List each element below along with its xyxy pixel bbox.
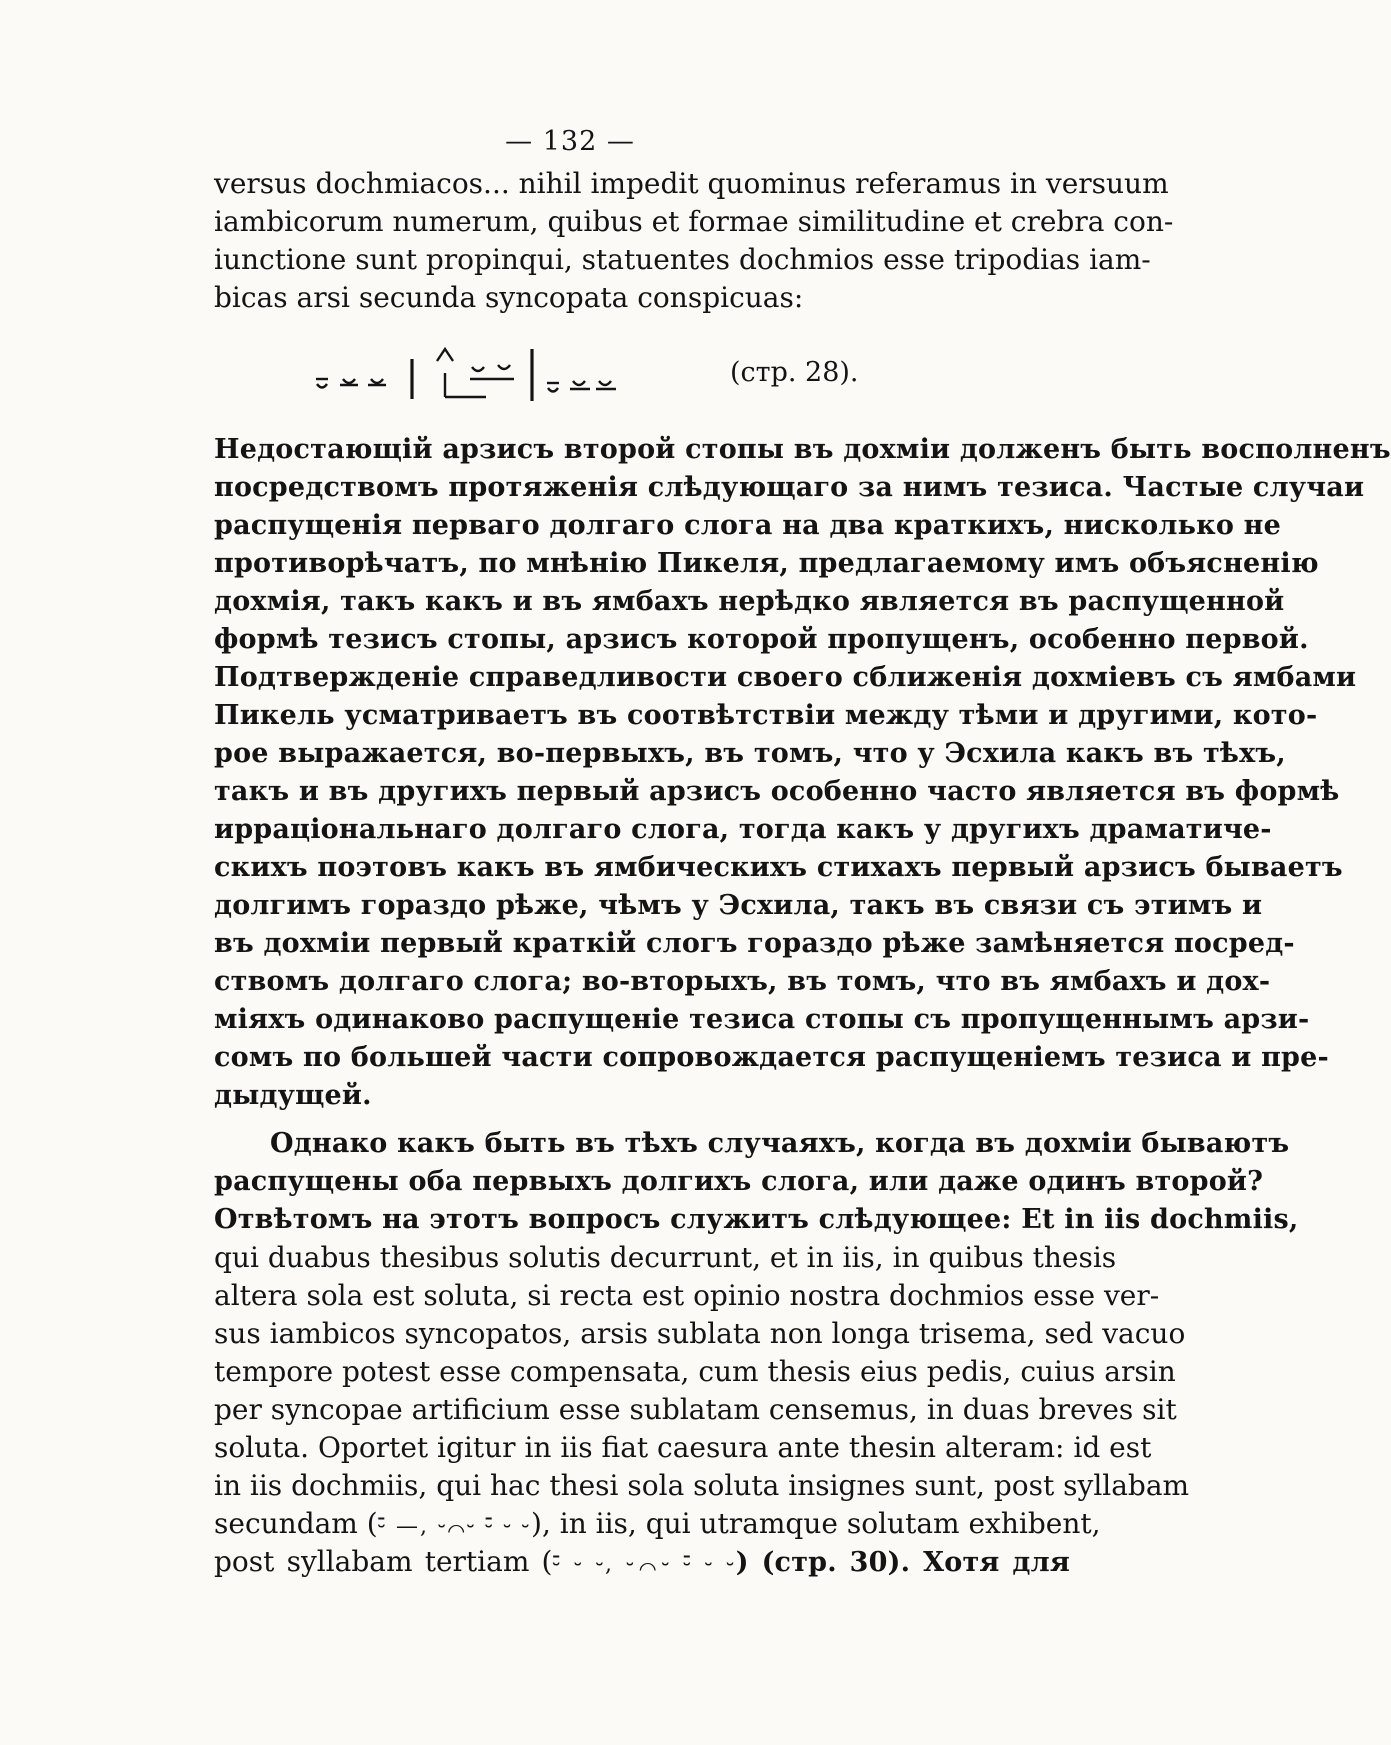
text-body (214, 165, 1391, 1581)
paragraph-line-tertiam (214, 1543, 1070, 1581)
paragraph-line: противорѣчатъ, по мнѣнію Пикеля, предлагаемому имъ объясненію (214, 548, 1319, 579)
paragraph-line: sus iambicos syncopatos, arsis sublata non longa trisema, sed vacuo (214, 1317, 1186, 1350)
latin-intro-line: versus dochmiacos... nihil impedit quominus referamus in versuum (214, 167, 1169, 200)
paragraph-line: формѣ тезисъ стопы, арзисъ которой пропущенъ, особенно первой. (214, 624, 1309, 655)
paragraph-line: долгимъ гораздо рѣже, чѣмъ у Эсхила, такъ въ связи съ этимъ и (214, 890, 1263, 921)
paragraph-line: ствомъ долгаго слога; во-вторыхъ, въ томъ, что въ ямбахъ и дох- (214, 966, 1271, 997)
secundam-start: secundam ( (214, 1507, 378, 1540)
paragraph-line: скихъ поэтовъ какъ въ ямбическихъ стихахъ первый арзисъ бываетъ (214, 852, 1343, 883)
paragraph-line: рое выражается, во-первыхъ, въ томъ, что у Эсхила какъ въ тѣхъ, (214, 738, 1286, 769)
tertiam-metre: ⏑̄ ⏑ ⏑, ⏑⌒⏑ ⏑̄ ⏑ ⏑ (552, 1552, 736, 1577)
paragraph-line: qui duabus thesibus solutis decurrunt, et in iis, in quibus thesis (214, 1241, 1117, 1274)
paragraph-line: сомъ по большей части сопровождается распущеніемъ тезиса и пре- (214, 1042, 1329, 1073)
paragraph-line: in iis dochmiis, qui hac thesi sola soluta insignes sunt, post syllabam (214, 1469, 1190, 1502)
paragraph-line: посредствомъ протяженія слѣдующаго за нимъ тезиса. Частые случаи (214, 472, 1365, 503)
paragraph-line: Отвѣтомъ на этотъ вопросъ служитъ слѣдующее: Et in iis dochmiis, (214, 1204, 1299, 1235)
paragraph-line: altera sola est soluta, si recta est opinio nostra dochmios esse ver- (214, 1279, 1160, 1312)
latin-intro-line: iunctione sunt propinqui, statuentes dochmios esse tripodias iam- (214, 243, 1151, 276)
tertiam-end: ) (стр. 30). Хотя для (735, 1547, 1070, 1578)
metre-diagram (214, 327, 734, 411)
paragraph-line: soluta. Oportet igitur in iis fiat caesura ante thesin alteram: id est (214, 1431, 1152, 1464)
paragraph-line: Пикель усматриваетъ въ соотвѣтствіи между тѣми и другими, кото- (214, 700, 1318, 731)
paragraph-line: Однако какъ быть въ тѣхъ случаяхъ, когда въ дохміи бываютъ (270, 1128, 1290, 1159)
page-number: — 132 — (505, 126, 635, 157)
paragraph-line: tempore potest esse compensata, cum thesis eius pedis, cuius arsin (214, 1355, 1176, 1388)
paragraph-line: распущенія перваго долгаго слога на два краткихъ, нисколько не (214, 510, 1281, 541)
page-reference: (стр. 28). (730, 357, 859, 388)
latin-intro-line: iambicorum numerum, quibus et formae similitudine et crebra con- (214, 205, 1174, 238)
latin-intro-line: bicas arsi secunda syncopata conspicuas: (214, 281, 804, 314)
metre-scheme (214, 327, 1070, 411)
paragraph-line: Подтвержденіе справедливости своего сближенія дохміевъ съ ямбами (214, 662, 1357, 693)
paragraph-line: такъ и въ другихъ первый арзисъ особенно часто является въ формѣ (214, 776, 1340, 807)
secundam-metre: ⏑̄ —, ⏑⌒⏑ ⏑̄ ⏑ ⏑ (377, 1514, 532, 1539)
tertiam-start: post syllabam tertiam ( (214, 1545, 553, 1578)
paragraph-line: распущены оба первыхъ долгихъ слога, или даже одинъ второй? (214, 1166, 1264, 1197)
paragraph-line: per syncopae artificium esse sublatam censemus, in duas breves sit (214, 1393, 1177, 1426)
paragraph-line: міяхъ одинаково распущеніе тезиса стопы съ пропущеннымъ арзи- (214, 1004, 1310, 1035)
paragraph-line: ирраціональнаго долгаго слога, тогда какъ у другихъ драматиче- (214, 814, 1272, 845)
paragraph-line: въ дохміи первый краткій слогъ гораздо рѣже замѣняется посред- (214, 928, 1295, 959)
paragraph-line: Недостающій арзисъ второй стопы въ дохміи долженъ быть восполненъ (214, 434, 1391, 465)
secundam-end: ), in iis, qui utramque solutam exhibent, (531, 1507, 1101, 1540)
paragraph-line: дохмія, такъ какъ и въ ямбахъ нерѣдко является въ распущенной (214, 586, 1285, 617)
paragraph-line: дыдущей. (214, 1080, 372, 1111)
paragraph-line-secundam (214, 1505, 1101, 1543)
